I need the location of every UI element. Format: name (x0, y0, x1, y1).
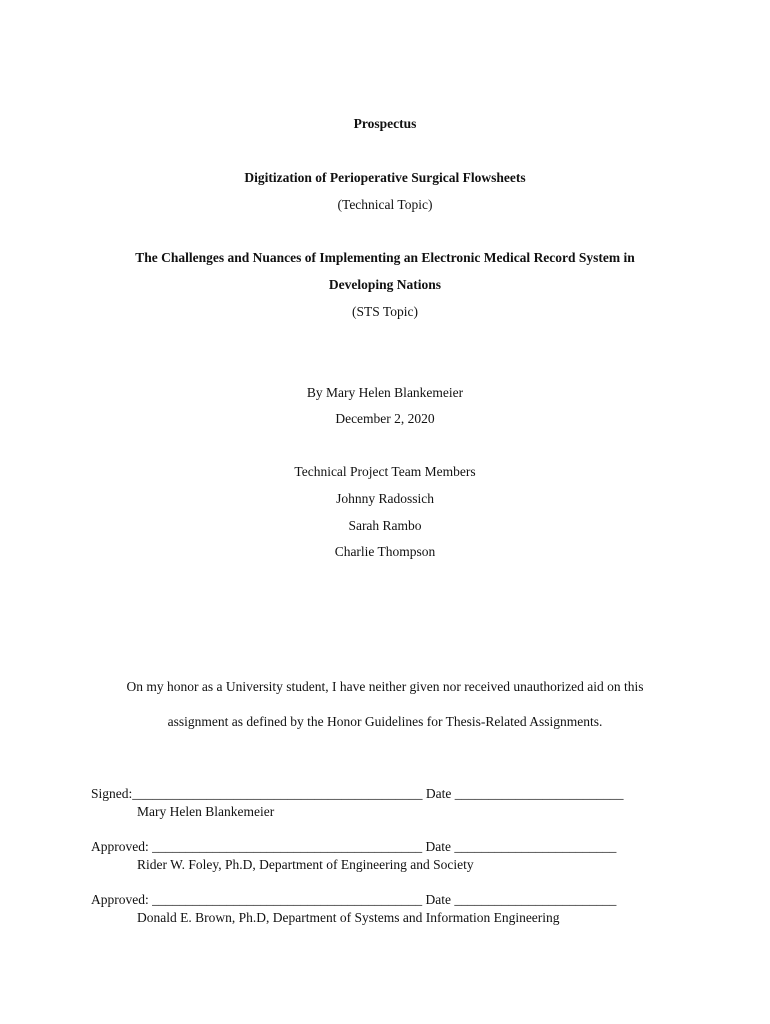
honor-pledge-line2: assignment as defined by the Honor Guidelines for Thesis-Related Assignments. (167, 714, 603, 729)
honor-pledge-line1: On my honor as a University student, I have neither given nor received unauthorized aid on this (126, 679, 644, 694)
signer-name: Mary Helen Blankemeier (137, 804, 275, 819)
approved-line: Approved: ________________________________________ Date ________________________ (91, 892, 617, 907)
team-member: Sarah Rambo (348, 518, 422, 533)
sts-topic-title-line2: Developing Nations (328, 277, 442, 292)
author-line: By Mary Helen Blankemeier (306, 385, 464, 400)
approver-name: Donald E. Brown, Ph.D, Department of Systems and Information Engineering (137, 910, 560, 925)
team-member: Charlie Thompson (334, 544, 436, 559)
document-heading: Prospectus (353, 116, 417, 131)
approved-line: Approved: ________________________________________ Date ________________________ (91, 839, 617, 854)
technical-topic-title: Digitization of Perioperative Surgical Flowsheets (244, 170, 526, 185)
signed-line: Signed:___________________________________________ Date _________________________ (91, 786, 624, 801)
sts-topic-label: (STS Topic) (352, 304, 418, 319)
technical-topic-label: (Technical Topic) (337, 197, 433, 212)
team-heading: Technical Project Team Members (294, 464, 476, 479)
team-member: Johnny Radossich (336, 491, 434, 506)
approver-name: Rider W. Foley, Ph.D, Department of Engineering and Society (137, 857, 474, 872)
sts-topic-title-line1: The Challenges and Nuances of Implementing an Electronic Medical Record System in (135, 250, 635, 265)
document-date: December 2, 2020 (335, 411, 435, 426)
